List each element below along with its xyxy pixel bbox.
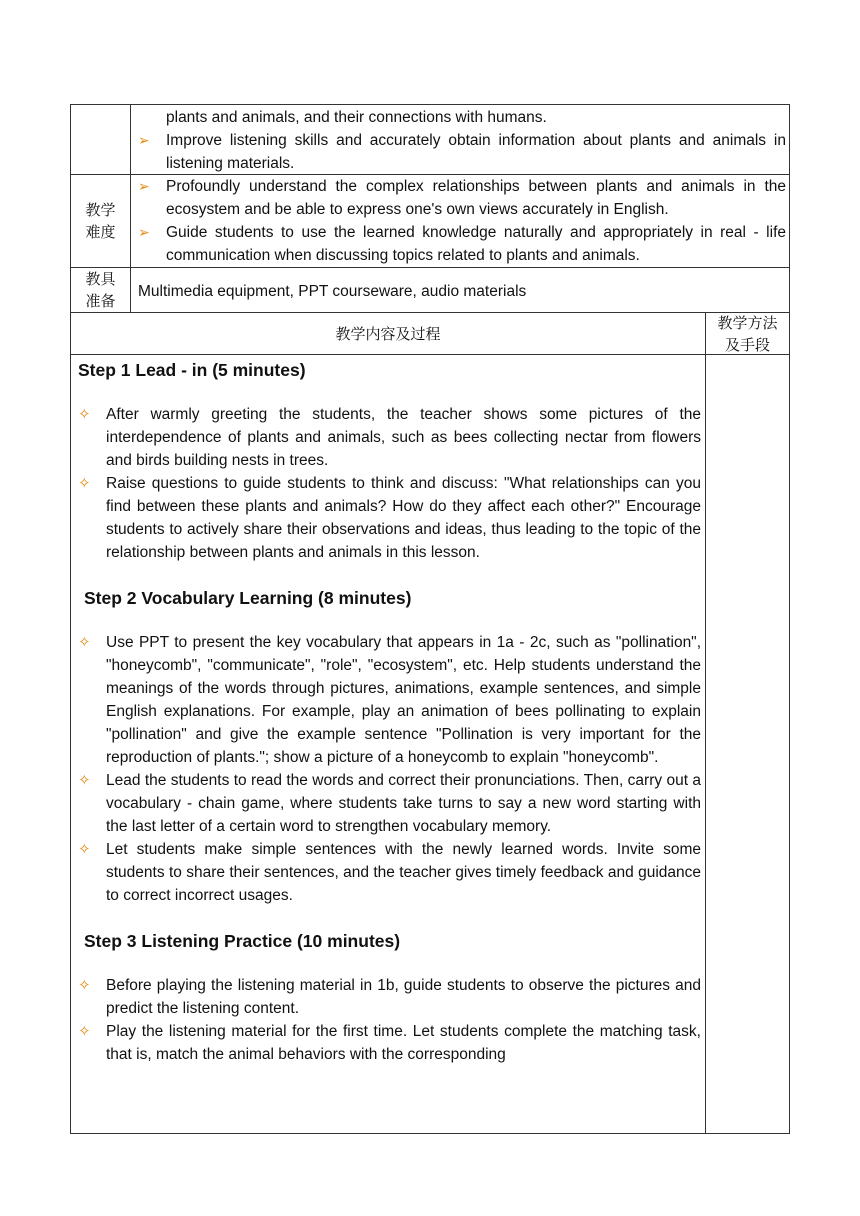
diamond-bullet-icon: ✧ <box>78 634 91 651</box>
difficulty-label-line1: 教学 <box>85 201 116 219</box>
preparation-label <box>71 268 130 312</box>
list-item <box>78 631 701 769</box>
difficulty-text: Guide students to use the learned knowledge naturally and appropriately in real - life communication when discussing topics related to plants and animals. <box>166 224 786 264</box>
list-item-text: After warmly greeting the students, the teacher shows some pictures of the interdependence of plants and animals, such as bees collecting nectar from flowers and birds building nests in trees. <box>106 406 701 469</box>
arrow-bullet-icon: ➢ <box>138 224 150 240</box>
content-process-header <box>71 313 705 354</box>
diamond-bullet-icon: ✧ <box>78 841 91 858</box>
teaching-process-cell <box>78 357 701 1066</box>
objective-text: Improve listening skills and accurately obtain information about plants and animals in listening materials. <box>166 132 786 172</box>
step-2-title: Step 2 Vocabulary Learning (8 minutes) <box>84 588 412 608</box>
step-2-list <box>78 631 701 907</box>
diamond-bullet-icon: ✧ <box>78 406 91 423</box>
arrow-bullet-icon: ➢ <box>138 132 150 148</box>
step-3-title: Step 3 Listening Practice (10 minutes) <box>84 931 401 951</box>
list-item <box>78 403 701 472</box>
preparation-label-line1: 教具 <box>85 270 116 288</box>
lesson-plan-table <box>70 104 790 1134</box>
table-border-bottom <box>70 1133 790 1134</box>
content-process-title: 教学内容及过程 <box>335 324 441 343</box>
list-item-text: Before playing the listening material in 1b, guide students to observe the pictures and predict the listening content. <box>106 977 701 1017</box>
method-header-line1: 教学方法 <box>717 313 778 332</box>
list-item-text: Lead the students to read the words and correct their pronunciations. Then, carry out a vocabulary - chain game, where students take turns to say a new word starting with the last letter of a certain word to strengthen vocabulary memory. <box>106 772 701 835</box>
diamond-bullet-icon: ✧ <box>78 772 91 789</box>
list-item <box>78 1020 701 1066</box>
list-item <box>78 974 701 1020</box>
difficulty-item <box>138 175 786 221</box>
objective-item <box>138 106 786 129</box>
label-column-divider <box>130 104 131 312</box>
difficulty-label-line2: 难度 <box>85 223 116 241</box>
list-item <box>78 472 701 564</box>
difficulties-cell <box>138 175 786 267</box>
difficulty-label <box>71 175 130 267</box>
step-1-list <box>78 403 701 564</box>
objective-text: plants and animals, and their connections with humans. <box>166 109 547 126</box>
table-border-top <box>70 104 790 105</box>
list-item-text: Let students make simple sentences with the newly learned words. Invite some students to share their sentences, and the teacher gives timely feedback and guidance to correct incorrect usages. <box>106 841 701 904</box>
step-3-list <box>78 974 701 1066</box>
difficulty-text: Profoundly understand the complex relationships between plants and animals in the ecosystem and be able to express one's own views accurately in English. <box>166 178 786 218</box>
method-header <box>706 313 789 354</box>
row-divider <box>70 354 790 355</box>
difficulty-item <box>138 221 786 267</box>
list-item-text: Use PPT to present the key vocabulary that appears in 1a - 2c, such as "pollination", "honeycomb", "communicate", "role", "ecosystem", etc. Help students understand the meanings of the words through pictures, animations, example sentences, and simple English explanations. For example, play an animation of bees pollinating to explain "pollination" and give the example sentence "Pollination is very important for the reproduction of plants."; show a picture of a honeycomb to explain "honeycomb". <box>106 634 701 766</box>
list-item-text: Raise questions to guide students to think and discuss: "What relationships can you find between these plants and animals? How do they affect each other?" Encourage students to actively share their observations and ideas, thus leading to the topic of the relationship between plants and animals in this lesson. <box>106 475 701 561</box>
objective-item <box>138 129 786 175</box>
list-item <box>78 838 701 907</box>
diamond-bullet-icon: ✧ <box>78 977 91 994</box>
preparation-label-line2: 准备 <box>85 292 116 310</box>
method-column-divider <box>705 312 706 1134</box>
method-header-line2: 及手段 <box>724 335 770 354</box>
diamond-bullet-icon: ✧ <box>78 1023 91 1040</box>
step-1-title: Step 1 Lead - in (5 minutes) <box>78 360 306 380</box>
objectives-cell <box>138 106 786 175</box>
arrow-bullet-icon: ➢ <box>138 178 150 194</box>
list-item <box>78 769 701 838</box>
table-border-right <box>789 104 790 1134</box>
row-divider <box>70 267 790 268</box>
preparation-text: Multimedia equipment, PPT courseware, audio materials <box>138 283 527 300</box>
list-item-text: Play the listening material for the first time. Let students complete the matching task, that is, match the animal behaviors with the corresponding <box>106 1023 701 1063</box>
diamond-bullet-icon: ✧ <box>78 475 91 492</box>
